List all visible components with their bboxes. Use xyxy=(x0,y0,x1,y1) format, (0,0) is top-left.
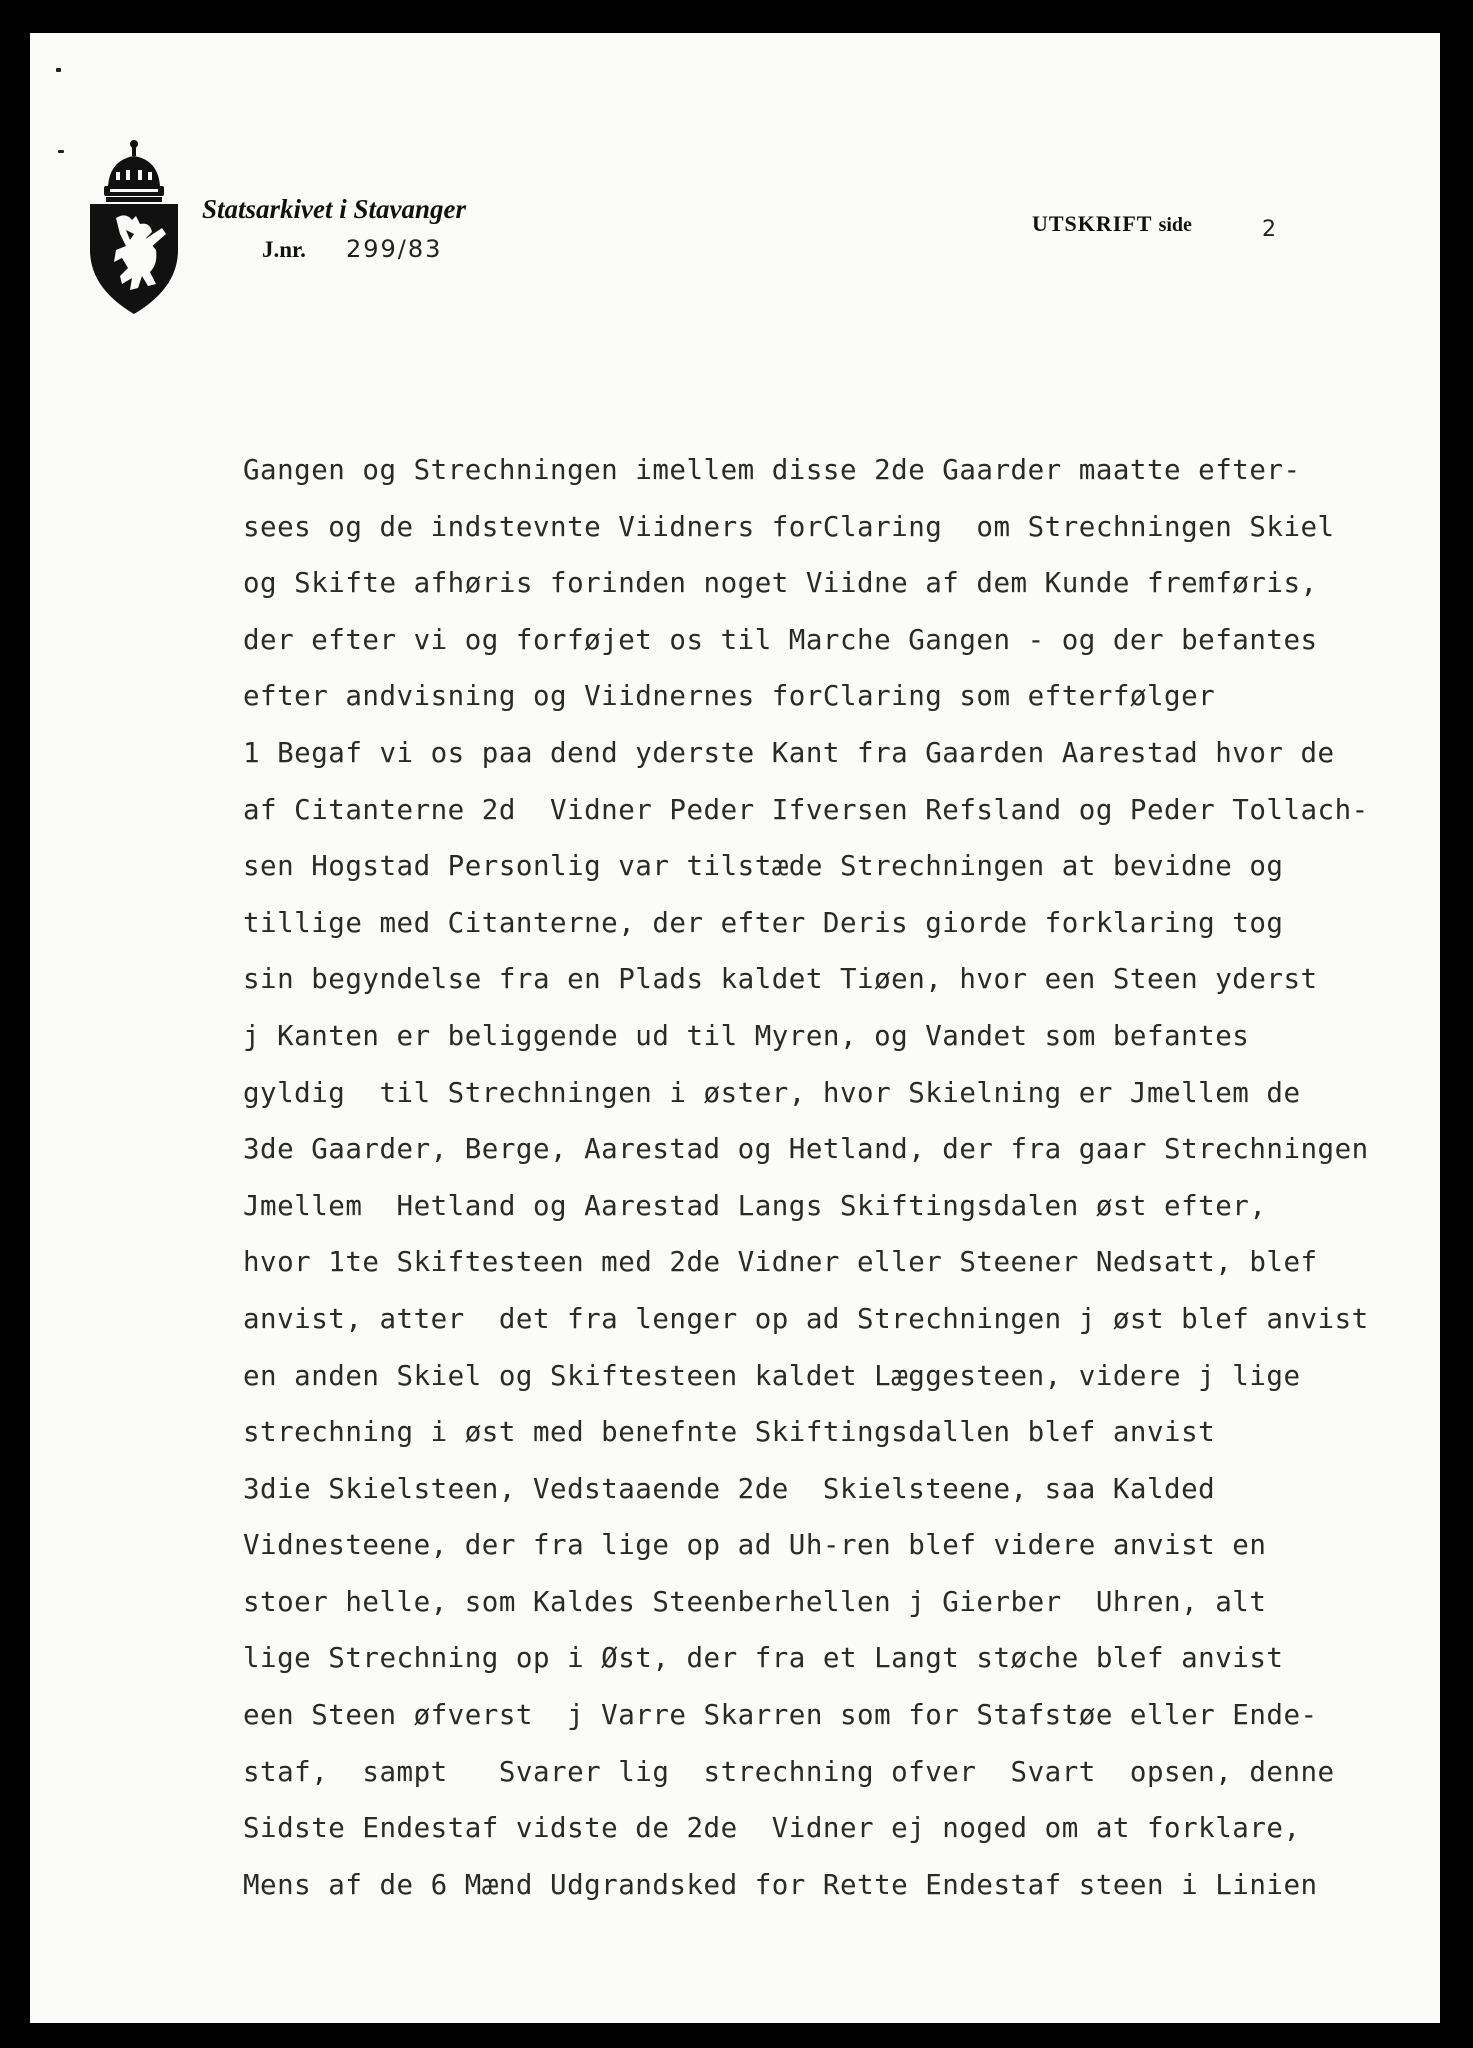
transcript-label: UTSKRIFT xyxy=(1032,211,1153,236)
text-line: stoer helle, som Kaldes Steenberhellen j Gierber Uhren, alt xyxy=(243,1585,1267,1618)
text-line: 3de Gaarder, Berge, Aarestad og Hetland, der fra gaar Strechningen xyxy=(243,1133,1369,1166)
text-line: anvist, atter det fra lenger op ad Strechningen j øst blef anvist xyxy=(243,1302,1369,1335)
text-line: staf, sampt Svarer lig strechning ofver Svart opsen, denne xyxy=(243,1755,1335,1788)
text-line: efter andvisning og Viidnernes forClaring som efterfølger xyxy=(243,680,1216,713)
text-line: Gangen og Strechningen imellem disse 2de Gaarder maatte efter- xyxy=(243,454,1301,486)
text-line: strechning i øst med benefnte Skiftingsdallen blef anvist xyxy=(243,1416,1216,1449)
text-line: Sidste Endestaf vidste de 2de Vidner ej noged om at forklare, xyxy=(243,1812,1301,1845)
side-label: side xyxy=(1158,214,1192,236)
text-line: hvor 1te Skiftesteen med 2de Vidner eller Steener Nedsatt, blef xyxy=(243,1246,1318,1279)
text-line: Jmellem Hetland og Aarestad Langs Skiftingsdalen øst efter, xyxy=(243,1189,1267,1222)
text-line: een Steen øfverst j Varre Skarren som for Stafstøe eller Ende- xyxy=(243,1699,1318,1732)
scan-speck xyxy=(58,150,64,153)
text-line: af Citanterne 2d Vidner Peder Ifversen Refsland og Peder Tollach- xyxy=(243,793,1369,826)
text-line: sees og de indstevnte Viidners forClaring om Strechningen Skiel xyxy=(243,510,1335,543)
text-line: Vidnesteene, der fra lige op ad Uh-ren blef videre anvist en xyxy=(243,1529,1267,1562)
page-number: 2 xyxy=(1262,217,1276,242)
coat-of-arms-icon xyxy=(86,138,182,316)
scan-speck xyxy=(56,68,61,72)
text-line: gyldig til Strechningen i øster, hvor Skielning er Jmellem de xyxy=(243,1076,1301,1109)
text-line: tillige med Citanterne, der efter Deris giorde forklaring tog xyxy=(243,906,1284,939)
text-line: sin begyndelse fra en Plads kaldet Tiøen, hvor een Steen yderst xyxy=(243,963,1318,996)
text-line: 1 Begaf vi os paa dend yderste Kant fra Gaarden Aarestad hvor de xyxy=(243,736,1335,769)
text-line: Mens af de 6 Mænd Udgrandsked for Rette Endestaf steen i Linien xyxy=(243,1868,1318,1901)
text-line: og Skifte afhøris forinden noget Viidne af dem Kunde fremføris, xyxy=(243,567,1318,600)
text-line: 3die Skielsteen, Vedstaaende 2de Skielsteene, saa Kalded xyxy=(243,1472,1216,1505)
archive-name: Statsarkivet i Stavanger xyxy=(202,194,467,224)
text-line: en anden Skiel og Skiftesteen kaldet Læggesteen, videre j lige xyxy=(243,1359,1301,1392)
text-line: sen Hogstad Personlig var tilstæde Strechningen at bevidne og xyxy=(243,850,1284,883)
transcription-body xyxy=(243,442,1393,1913)
text-line: j Kanten er beliggende ud til Myren, og Vandet som befantes xyxy=(243,1019,1250,1052)
text-line: der efter vi og forføjet os til Marche Gangen - og der befantes xyxy=(243,623,1318,656)
text-line: lige Strechning op i Øst, der fra et Langt støche blef anvist xyxy=(243,1642,1284,1675)
journal-number-value: 299/83 xyxy=(346,235,443,263)
transcript-heading xyxy=(1032,211,1192,237)
journal-number-label: J.nr. xyxy=(262,237,306,262)
